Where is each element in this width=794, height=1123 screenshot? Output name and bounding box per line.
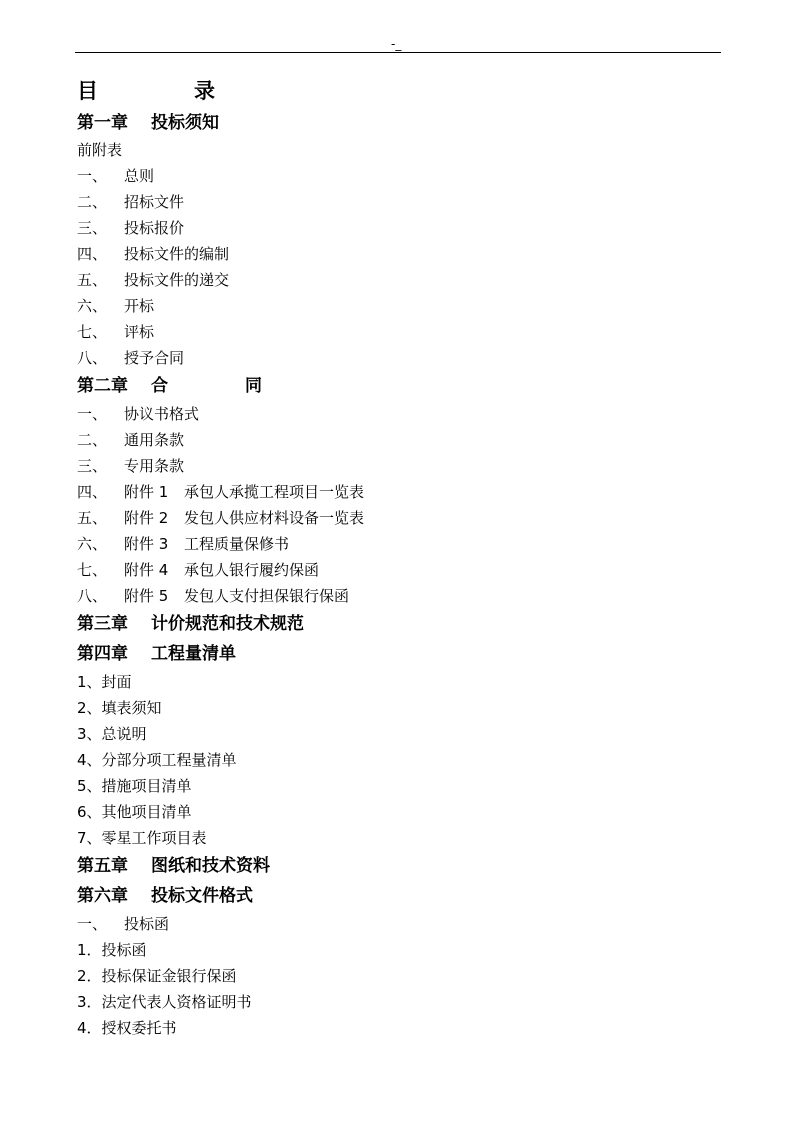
ch2-item: 四、 附件 1 承包人承揽工程项目一览表: [77, 483, 365, 501]
toc-title: [77, 77, 215, 105]
front-table-entry: 前附表: [77, 141, 123, 159]
chapter-1: 第一章 投标须知: [77, 113, 219, 133]
ch4-item: 5、措施项目清单: [77, 777, 192, 795]
chapter-3: 第三章 计价规范和技术规范: [77, 614, 304, 634]
ch2-item: 二、 通用条款: [77, 431, 185, 449]
chapter-4: 第四章 工程量清单: [77, 644, 236, 664]
ch4-item: 4、分部分项工程量清单: [77, 751, 237, 769]
ch1-item: 一、 总则: [77, 167, 155, 185]
ch6-item: 4．授权委托书: [77, 1019, 177, 1037]
ch6-item: 3．法定代表人资格证明书: [77, 993, 252, 1011]
ch1-item: 三、 投标报价: [77, 219, 185, 237]
ch6-item: 2．投标保证金银行保函: [77, 967, 237, 985]
ch2-item: 三、 专用条款: [77, 457, 185, 475]
ch2-item: 七、 附件 4 承包人银行履约保函: [77, 561, 320, 579]
ch1-item: 六、 开标: [77, 297, 155, 315]
ch4-item: 6、其他项目清单: [77, 803, 192, 821]
ch1-item: 五、 投标文件的递交: [77, 271, 230, 289]
ch4-item: 7、零星工作项目表: [77, 829, 207, 847]
ch4-item: 2、填表须知: [77, 699, 162, 717]
ch1-item: 二、 招标文件: [77, 193, 185, 211]
chapter-5: 第五章 图纸和技术资料: [77, 856, 270, 876]
page-header-mark: -_: [391, 37, 402, 51]
header-rule: [75, 52, 721, 53]
ch6-subsection: 一、 投标函: [77, 915, 170, 933]
chapter-2: 第二章 合 同: [77, 376, 262, 396]
toc-title-part2: 录: [194, 79, 215, 103]
toc-title-part1: 目: [77, 79, 98, 103]
ch2-item: 一、 协议书格式: [77, 405, 200, 423]
ch6-item: 1．投标函: [77, 941, 147, 959]
chapter-6: 第六章 投标文件格式: [77, 886, 253, 906]
ch4-item: 1、封面: [77, 673, 132, 691]
ch1-item: 七、 评标: [77, 323, 155, 341]
ch1-item: 八、 授予合同: [77, 349, 185, 367]
ch2-item: 六、 附件 3 工程质量保修书: [77, 535, 290, 553]
ch2-item: 八、 附件 5 发包人支付担保银行保函: [77, 587, 350, 605]
ch4-item: 3、总说明: [77, 725, 147, 743]
ch1-item: 四、 投标文件的编制: [77, 245, 230, 263]
ch2-item: 五、 附件 2 发包人供应材料设备一览表: [77, 509, 365, 527]
